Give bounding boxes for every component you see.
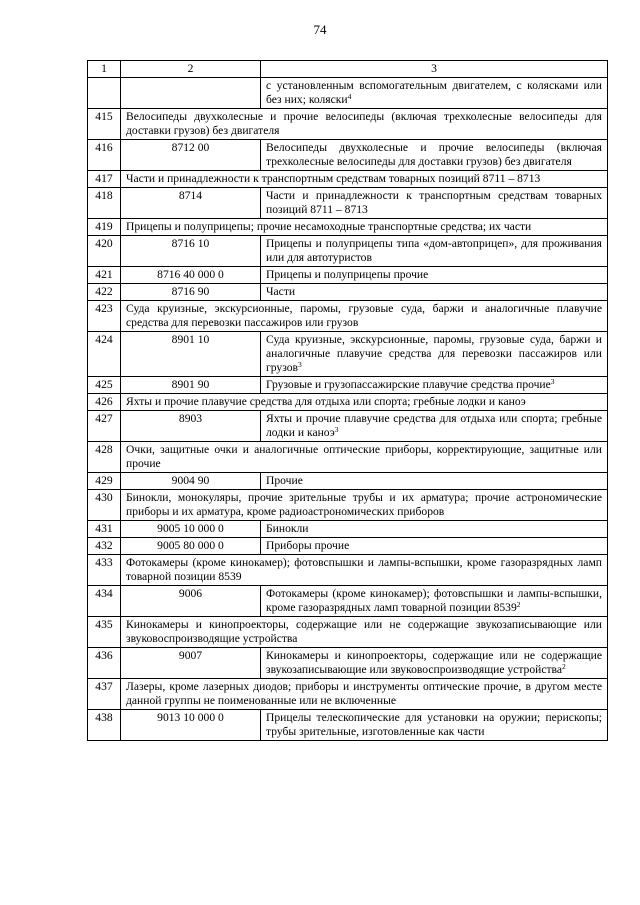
row-number: 418	[88, 188, 121, 219]
row-number: 424	[88, 332, 121, 377]
table-row	[88, 332, 608, 377]
row-number: 427	[88, 411, 121, 442]
row-number: 430	[88, 490, 121, 521]
column-header: 1	[88, 61, 121, 78]
row-number: 417	[88, 171, 121, 188]
row-code: 8903	[121, 411, 261, 442]
row-code: 9013 10 000 0	[121, 710, 261, 741]
row-number: 436	[88, 648, 121, 679]
row-code: 8716 90	[121, 284, 261, 301]
row-description: Лазеры, кроме лазерных диодов; приборы и инструменты оптические прочие, в другом месте данной группы не поименованные или не включенные	[121, 679, 608, 710]
row-number: 426	[88, 394, 121, 411]
row-description: Кинокамеры и кинопроекторы, содержащие или не содержащие звукозаписывающие или звуковоспроизводящие устройства	[121, 617, 608, 648]
row-code: 8716 40 000 0	[121, 267, 261, 284]
row-number: 415	[88, 109, 121, 140]
row-number: 437	[88, 679, 121, 710]
row-number: 420	[88, 236, 121, 267]
row-number: 435	[88, 617, 121, 648]
row-number: 421	[88, 267, 121, 284]
row-code: 9005 10 000 0	[121, 521, 261, 538]
table-row	[88, 301, 608, 332]
row-code: 8712 00	[121, 140, 261, 171]
row-description: Прицепы и полуприцепы прочие	[261, 267, 608, 284]
row-description: Очки, защитные очки и аналогичные оптические приборы, корректирующие, защитные или прочие	[121, 442, 608, 473]
row-code: 9005 80 000 0	[121, 538, 261, 555]
table-row	[88, 219, 608, 236]
row-description: Бинокли, монокуляры, прочие зрительные трубы и их арматура; прочие астрономические приборы и их арматура, кроме радиоастрономических приборов	[121, 490, 608, 521]
row-number: 423	[88, 301, 121, 332]
row-description: Яхты и прочие плавучие средства для отдыха или спорта; гребные лодки и каноэ	[121, 394, 608, 411]
row-number: 425	[88, 377, 121, 394]
table-row	[88, 188, 608, 219]
table-row	[88, 473, 608, 490]
row-description: Велосипеды двухколесные и прочие велосипеды (включая трехколесные велосипеды для доставки грузов) без двигателя	[261, 140, 608, 171]
row-code: 9007	[121, 648, 261, 679]
row-description: с установленным вспомогательным двигателем, с колясками или без них; коляски$^4$	[261, 78, 608, 109]
row-description: Приборы прочие	[261, 538, 608, 555]
row-description: Фотокамеры (кроме кинокамер); фотовспышки и лампы-вспышки, кроме газоразрядных ламп товарной позиции 8539	[121, 555, 608, 586]
table-row	[88, 538, 608, 555]
row-description: Грузовые и грузопассажирские плавучие средства прочие$^3$	[261, 377, 608, 394]
row-code: 8714	[121, 188, 261, 219]
row-code: 8716 10	[121, 236, 261, 267]
table-row	[88, 521, 608, 538]
row-number: 419	[88, 219, 121, 236]
table-row	[88, 490, 608, 521]
row-code: 8901 10	[121, 332, 261, 377]
table-row	[88, 411, 608, 442]
column-header: 3	[261, 61, 608, 78]
row-number: 438	[88, 710, 121, 741]
row-description: Суда круизные, экскурсионные, паромы, грузовые суда, баржи и аналогичные плавучие средства для перевозки пассажиров или грузов	[121, 301, 608, 332]
row-code: 8901 90	[121, 377, 261, 394]
classification-table	[87, 60, 608, 741]
row-description: Прицепы и полуприцепы типа «дом-автоприцеп», для проживания или для автотуристов	[261, 236, 608, 267]
table-row	[88, 442, 608, 473]
row-description: Кинокамеры и кинопроекторы, содержащие или не содержащие звукозаписывающие или звуковоспроизводящие устройства$^2$	[261, 648, 608, 679]
row-number: 434	[88, 586, 121, 617]
row-description: Прочие	[261, 473, 608, 490]
table-row	[88, 140, 608, 171]
row-description: Прицелы телескопические для установки на оружии; перископы; трубы зрительные, изготовленные как части	[261, 710, 608, 741]
table-row	[88, 78, 608, 109]
row-code: 9004 90	[121, 473, 261, 490]
row-description: Бинокли	[261, 521, 608, 538]
row-description: Части и принадлежности к транспортным средствам товарных позиций 8711 – 8713	[261, 188, 608, 219]
page-number: 74	[313, 22, 327, 37]
table-row	[88, 377, 608, 394]
row-number: 429	[88, 473, 121, 490]
table-row	[88, 679, 608, 710]
row-number: 416	[88, 140, 121, 171]
table-row	[88, 109, 608, 140]
column-header: 2	[121, 61, 261, 78]
table-row	[88, 171, 608, 188]
table-row	[88, 555, 608, 586]
row-code: 9006	[121, 586, 261, 617]
row-description: Яхты и прочие плавучие средства для отдыха или спорта; гребные лодки и каноэ$^3$	[261, 411, 608, 442]
row-number: 433	[88, 555, 121, 586]
row-number: 431	[88, 521, 121, 538]
row-description: Части и принадлежности к транспортным средствам товарных позиций 8711 – 8713	[121, 171, 608, 188]
row-description: Части	[261, 284, 608, 301]
table-row	[88, 267, 608, 284]
table-row	[88, 710, 608, 741]
table-row	[88, 648, 608, 679]
row-number: 428	[88, 442, 121, 473]
table-row	[88, 394, 608, 411]
row-description: Фотокамеры (кроме кинокамер); фотовспышки и лампы-вспышки, кроме газоразрядных ламп товарной позиции 8539$^2$	[261, 586, 608, 617]
table-row	[88, 284, 608, 301]
row-number: 422	[88, 284, 121, 301]
row-number: 432	[88, 538, 121, 555]
table-row	[88, 586, 608, 617]
table-header-row	[88, 61, 608, 78]
table-row	[88, 236, 608, 267]
row-description: Суда круизные, экскурсионные, паромы, грузовые суда, баржи и аналогичные плавучие средства для перевозки пассажиров или грузов$^3$	[261, 332, 608, 377]
row-description: Прицепы и полуприцепы; прочие несамоходные транспортные средства; их части	[121, 219, 608, 236]
table-row	[88, 617, 608, 648]
row-description: Велосипеды двухколесные и прочие велосипеды (включая трехколесные велосипеды для доставки грузов) без двигателя	[121, 109, 608, 140]
